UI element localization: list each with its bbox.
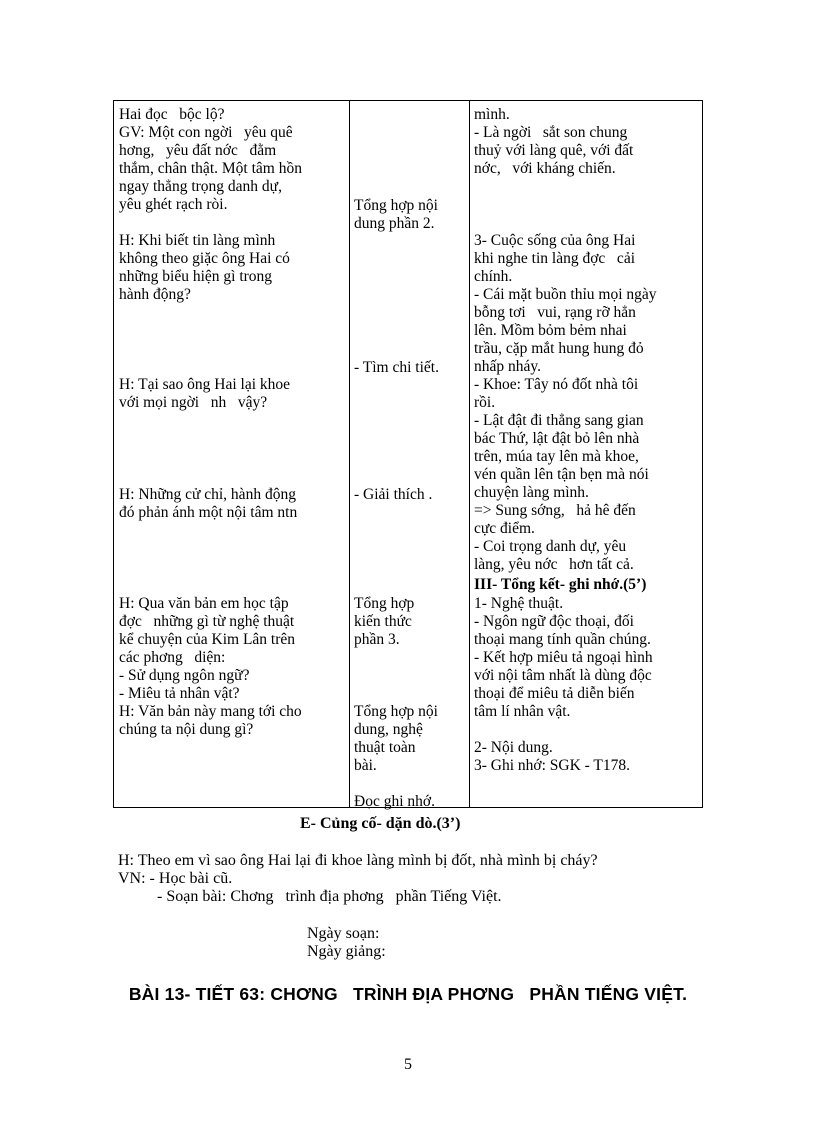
content-line: thuỷ với làng quê, với đất	[474, 142, 634, 159]
content-line: - Coi trọng danh dự, yêu	[474, 538, 627, 555]
content-line: => Sung sớng, hả hê đến	[474, 502, 636, 519]
question-line: GV: Một con ngời yêu quê	[119, 124, 293, 141]
question-line: kể chuyện của Kim Lân trên	[119, 631, 296, 648]
question-line: đó phản ánh một nội tâm ntn	[119, 504, 298, 521]
question-line: hành động?	[119, 286, 191, 303]
content-line: - Cái mặt buồn thỉu mọi ngày	[474, 286, 657, 303]
question-line: H: Khi biết tin làng mình	[119, 232, 276, 249]
content-line: - Là ngời sắt son chung	[474, 124, 628, 141]
activity-line: Đọc ghi nhớ.	[354, 793, 435, 810]
content-line: nhấp nháy.	[474, 358, 542, 375]
content-line: trầu, cặp mắt hung hung đỏ	[474, 340, 644, 357]
activity-line: dung, nghệ	[354, 721, 423, 738]
question-line: - Sử dụng ngôn ngữ?	[119, 667, 250, 684]
question-line: đợc những gì từ nghệ thuật	[119, 613, 295, 630]
question-line: - Miêu tả nhân vật?	[119, 685, 240, 702]
content-line: lên. Mồm bỏm bẻm nhai	[474, 322, 627, 339]
question-line: Hai đọc bộc lộ?	[119, 106, 225, 123]
date-taught: Ngày giảng:	[307, 943, 386, 960]
question-line: ngay thẳng trọng danh dự,	[119, 178, 282, 195]
content-line: 2- Nội dung.	[474, 739, 553, 756]
content-line: chuyện làng mình.	[474, 484, 589, 501]
activity-line: - Giải thích .	[354, 486, 433, 503]
column-divider-1	[349, 101, 350, 807]
question-line: chúng ta nội dung gì?	[119, 721, 254, 738]
lesson-table	[113, 100, 703, 808]
content-line: mình.	[474, 106, 510, 123]
question-line: hơng, yêu đất nớc đằm	[119, 142, 277, 159]
activity-line: - Tìm chi tiết.	[354, 359, 439, 376]
content-line: thoại để miêu tả diễn biến	[474, 685, 635, 702]
content-line: bỗng tơi vui, rạng rỡ hẳn	[474, 304, 636, 321]
date-prepared: Ngày soạn:	[307, 925, 380, 942]
content-line: nớc, với kháng chiến.	[474, 160, 616, 177]
content-line: 1- Nghệ thuật.	[474, 595, 564, 612]
lesson-title: BÀI 13- TIẾT 63: CHƠNG TRÌNH ĐỊA PHƠNG PHẦN TIẾNG VIỆT.	[128, 984, 688, 1004]
activity-line: Tổng hợp	[354, 595, 415, 612]
question-line: thắm, chân thật. Một tâm hồn	[119, 160, 302, 177]
content-line: chính.	[474, 268, 513, 285]
content-line: cực điểm.	[474, 520, 535, 537]
activity-line: bài.	[354, 757, 377, 774]
activity-line: dung phần 2.	[354, 215, 435, 232]
question-line: H: Tại sao ông Hai lại khoe	[119, 376, 291, 393]
content-line: vén quần lên tận bẹn mà nói	[474, 466, 649, 483]
content-line: 3- Cuộc sống của ông Hai	[474, 232, 636, 249]
question-line: H: Những cử chỉ, hành động	[119, 486, 296, 503]
content-line: - Lật đật đi thẳng sang gian	[474, 412, 644, 429]
content-line: với nội tâm nhất là dùng độc	[474, 667, 652, 684]
question-line: với mọi ngời nh vậy?	[119, 394, 268, 411]
activity-line: Tổng hợp nội	[354, 703, 438, 720]
activity-line: Tổng hợp nội	[354, 197, 438, 214]
homework-question: H: Theo em vì sao ông Hai lại đi khoe làng mình bị đốt, nhà mình bị cháy?	[118, 852, 598, 869]
content-line: làng, yêu nớc hơn tất cả.	[474, 556, 634, 573]
question-line: yêu ghét rạch ròi.	[119, 196, 228, 213]
section-e-heading: E- Củng cố- dặn dò.(3’)	[300, 815, 461, 832]
activity-line: thuật toàn	[354, 739, 416, 756]
question-line: H: Văn bản này mang tới cho	[119, 703, 302, 720]
summary-heading: III- Tổng kết- ghi nhớ.(5’)	[474, 576, 647, 593]
content-line: khi nghe tin làng đợc cải	[474, 250, 636, 267]
question-line: H: Qua văn bản em học tập	[119, 595, 289, 612]
question-line: các phơng diện:	[119, 649, 226, 666]
content-line: 3- Ghi nhớ: SGK - T178.	[474, 757, 631, 774]
column-divider-2	[469, 101, 470, 807]
content-line: trên, múa tay lên mà khoe,	[474, 448, 639, 465]
activity-line: kiến thức	[354, 613, 412, 630]
homework-line: VN: - Học bài cũ.	[118, 870, 233, 887]
content-line: bác Thứ, lật đật bỏ lên nhà	[474, 430, 640, 447]
activity-line: phần 3.	[354, 631, 400, 648]
content-line: - Khoe: Tây nó đốt nhà tôi	[474, 376, 639, 393]
content-line: thoại mang tính quần chúng.	[474, 631, 651, 648]
content-line: rồi.	[474, 394, 496, 411]
question-line: những biểu hiện gì trong	[119, 268, 273, 285]
question-line: không theo giặc ông Hai có	[119, 250, 290, 267]
content-line: tâm lí nhân vật.	[474, 703, 571, 720]
content-line: - Kết hợp miêu tả ngoại hình	[474, 649, 653, 666]
page-number: 5	[404, 1056, 412, 1073]
homework-line: - Soạn bài: Chơng trình địa phơng phần Tiếng Việt.	[157, 888, 502, 905]
content-line: - Ngôn ngữ độc thoại, đối	[474, 613, 634, 630]
